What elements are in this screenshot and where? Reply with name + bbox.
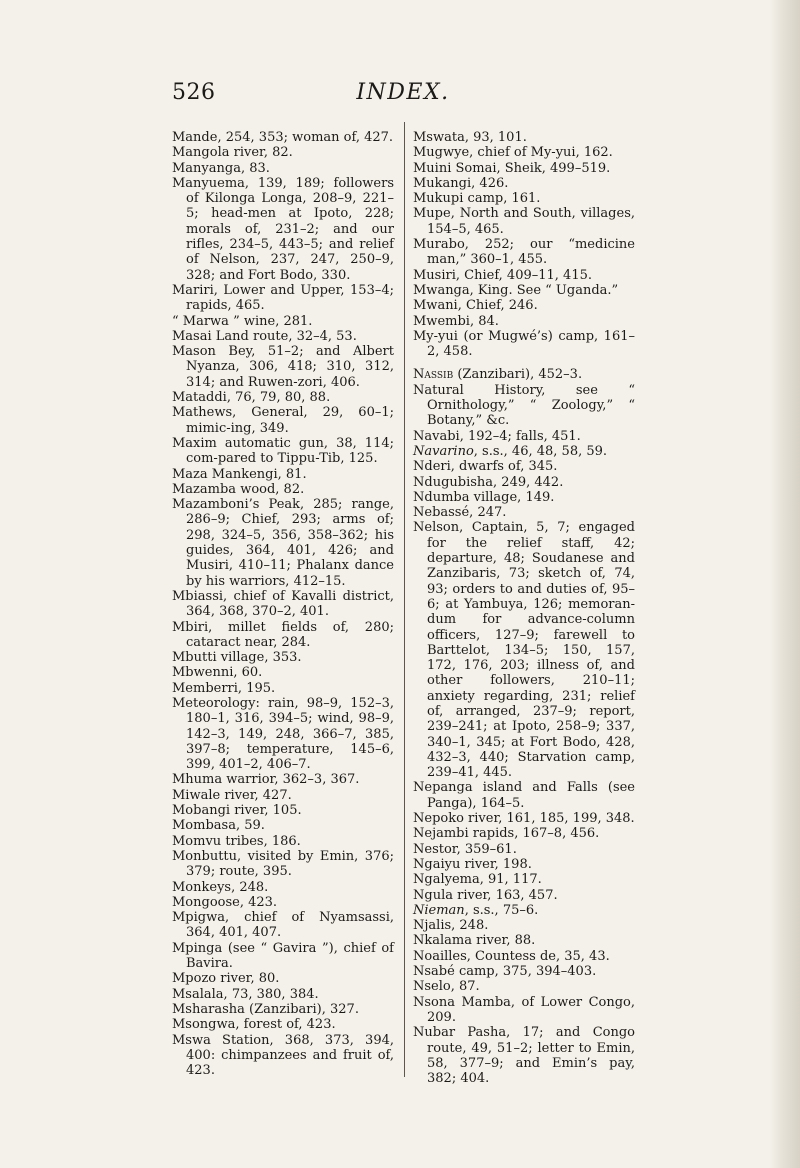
- entry-text: , s.s., 75–6.: [464, 902, 539, 918]
- index-entry: Mupe, North and South, villages, 154–5, 465.: [413, 206, 635, 237]
- index-entry: Ngalyema, 91, 117.: [413, 872, 542, 888]
- index-entry: Mugwye, chief of My-yui, 162.: [413, 145, 613, 161]
- index-entry: Memberri, 195.: [172, 680, 276, 696]
- running-title: INDEX.: [356, 80, 450, 105]
- entry-text: , s.s., 46, 48, 58, 59.: [473, 443, 608, 459]
- index-entry: Nsona Mamba, of Lower Congo, 209.: [413, 994, 635, 1025]
- index-entry: Muini Somai, Sheik, 499–519.: [413, 160, 611, 176]
- entry-head: Navarino: [413, 443, 474, 459]
- index-entry: Mswa Station, 368, 373, 394, 400: chimpanzees and fruit of, 423.: [172, 1032, 394, 1079]
- index-entry: Manyuema, 139, 189; followers of Kilonga Longa, 208–9, 221–5; head-men at Ipoto, 228; morals of, 231–2; and our rifles, 234–5, 443–5; and relief of Nelson, 237, 247, 250–9, 328; and Fort Bodo, 330.: [172, 175, 394, 283]
- index-entry: Mwanga, King. See “ Uganda.”: [413, 282, 619, 298]
- letter-section-gap: [413, 359, 635, 367]
- index-entry: Nelson, Captain, 5, 7; engaged for the relief staff, 42; departure, 48; Soudanese and Zanzibaris, 73; sketch of, 74, 93; orders to and duties of, 95–6; at Yambuya, 126; memoran-dum for advance-column officers, 127–9; farewell to Barttelot, 134–5; 150, 157, 172, 176, 203; illness of, and other followers, 210–11; anxiety regarding, 231; relief of, arranged, 237–9; report, 239–241; at Ipoto, 258–9; 337, 340–1, 345; at Fort Bodo, 428, 432–3, 440; Starvation camp, 239–41, 445.: [413, 520, 635, 781]
- index-entry: Ngula river, 163, 457.: [413, 887, 558, 903]
- index-entry: Mbutti village, 353.: [172, 650, 302, 666]
- index-entry: Ndugubisha, 249, 442.: [413, 474, 564, 490]
- page-header: [172, 80, 634, 110]
- entry-head: Nieman: [413, 902, 465, 918]
- index-entry: Njalis, 248.: [413, 918, 489, 934]
- index-entry: Msharasha (Zanzibari), 327.: [172, 1001, 359, 1017]
- index-entry: Mpigwa, chief of Nyamsassi, 364, 401, 407.: [172, 910, 394, 941]
- index-entry: Mukangi, 426.: [413, 175, 509, 191]
- index-entry: Mazamboni’s Peak, 285; range, 286–9; Chief, 293; arms of; 298, 324–5, 356, 358–362; his guides, 364, 401, 426; and Musiri, 410–11; Phalanx dance by his warriors, 412–15.: [172, 497, 394, 589]
- index-entry: Ngaiyu river, 198.: [413, 856, 532, 872]
- index-entry: Mukupi camp, 161.: [413, 191, 541, 207]
- index-column-left: [172, 130, 394, 1078]
- index-entry: “ Marwa ” wine, 281.: [172, 313, 313, 329]
- index-entry: Nsabé camp, 375, 394–403.: [413, 964, 597, 980]
- index-column-right: [413, 130, 635, 1086]
- index-entry: Maxim automatic gun, 38, 114; com-pared to Tippu-Tib, 125.: [172, 435, 394, 467]
- index-entry: Mpinga (see “ Gavira ”), chief of Bavira.: [172, 940, 394, 972]
- index-entry: Mombasa, 59.: [172, 818, 265, 834]
- entry-head: Nassib: [413, 367, 454, 383]
- index-entry: Nepanga island and Falls (see Panga), 164–5.: [413, 780, 635, 811]
- index-entry: Nepoko river, 161, 185, 199, 348.: [413, 811, 635, 827]
- index-entry: Natural History, see “ Ornithology,” “ Zoology,” “ Botany,” &c.: [413, 382, 635, 429]
- index-entry: Mangola river, 82.: [172, 145, 293, 161]
- index-entry: Msalala, 73, 380, 384.: [172, 986, 319, 1002]
- index-entry: Mhuma warrior, 362–3, 367.: [172, 772, 360, 788]
- index-entry: Mwani, Chief, 246.: [413, 298, 538, 314]
- index-entry: Nebassé, 247.: [413, 505, 507, 521]
- index-entry: Mpozo river, 80.: [172, 971, 280, 987]
- index-entry: Momvu tribes, 186.: [172, 833, 301, 849]
- index-entry: Noailles, Countess de, 35, 43.: [413, 948, 610, 964]
- index-entry: Masai Land route, 32–4, 53.: [172, 328, 357, 344]
- index-entry: Nestor, 359–61.: [413, 841, 517, 857]
- index-entry: [413, 444, 635, 459]
- index-entry: Mwembi, 84.: [413, 313, 499, 329]
- index-entry: Maza Mankengi, 81.: [172, 466, 307, 482]
- index-entry: Musiri, Chief, 409–11, 415.: [413, 267, 592, 283]
- index-entry: My-yui (or Mugwé’s) camp, 161–2, 458.: [413, 328, 635, 360]
- index-entry: Mobangi river, 105.: [172, 803, 302, 819]
- index-entry: [413, 367, 635, 382]
- column-divider: [404, 122, 405, 1077]
- index-entry: Ndumba village, 149.: [413, 489, 555, 505]
- index-entry: Mbiassi, chief of Kavalli district, 364, 368, 370–2, 401.: [172, 588, 394, 620]
- index-entry: Monkeys, 248.: [172, 879, 269, 895]
- index-entry: Nejambi rapids, 167–8, 456.: [413, 826, 600, 842]
- index-entry: Nubar Pasha, 17; and Congo route, 49, 51–2; letter to Emin, 58, 377–9; and Emin’s pay, 382; 404.: [413, 1025, 635, 1087]
- index-entry: Mbwenni, 60.: [172, 665, 263, 681]
- index-entry: Nkalama river, 88.: [413, 933, 536, 949]
- index-entry: Mande, 254, 353; woman of, 427.: [172, 130, 394, 145]
- index-entry: Mariri, Lower and Upper, 153–4; rapids, 465.: [172, 282, 394, 314]
- index-entry: Nderi, dwarfs of, 345.: [413, 459, 558, 475]
- index-entry: Miwale river, 427.: [172, 787, 292, 803]
- index-entry: [413, 903, 635, 918]
- index-entry: Nselo, 87.: [413, 979, 480, 995]
- index-entry: Mataddi, 76, 79, 80, 88.: [172, 390, 331, 406]
- index-entry: Msongwa, forest of, 423.: [172, 1017, 336, 1033]
- index-entry: Mazamba wood, 82.: [172, 481, 305, 497]
- index-entry: Manyanga, 83.: [172, 160, 270, 176]
- index-entry: Mbiri, millet fields of, 280; cataract near, 284.: [172, 619, 394, 650]
- index-entry: Meteorology: rain, 98–9, 152–3, 180–1, 316, 394–5; wind, 98–9, 142–3, 149, 248, 366–7, 385, 397–8; temperature, 145–6, 399, 401–2, 406–7.: [172, 695, 394, 773]
- index-entry: Navabi, 192–4; falls, 451.: [413, 428, 581, 444]
- index-entry: Mason Bey, 51–2; and Albert Nyanza, 306, 418; 310, 312, 314; and Ruwen-zori, 406.: [172, 344, 394, 390]
- index-entry: Monbuttu, visited by Emin, 376; 379; route, 395.: [172, 848, 394, 880]
- page-edge-shadow: [770, 0, 800, 1168]
- index-entry: Mswata, 93, 101.: [413, 130, 527, 145]
- page-number: 526: [172, 80, 216, 105]
- index-entry: Mongoose, 423.: [172, 894, 278, 910]
- index-entry: Mathews, General, 29, 60–1; mimic-ing, 349.: [172, 405, 394, 436]
- entry-text: (Zanzibari), 452–3.: [453, 367, 583, 383]
- index-entry: Murabo, 252; our “medicine man,” 360–1, 455.: [413, 237, 635, 268]
